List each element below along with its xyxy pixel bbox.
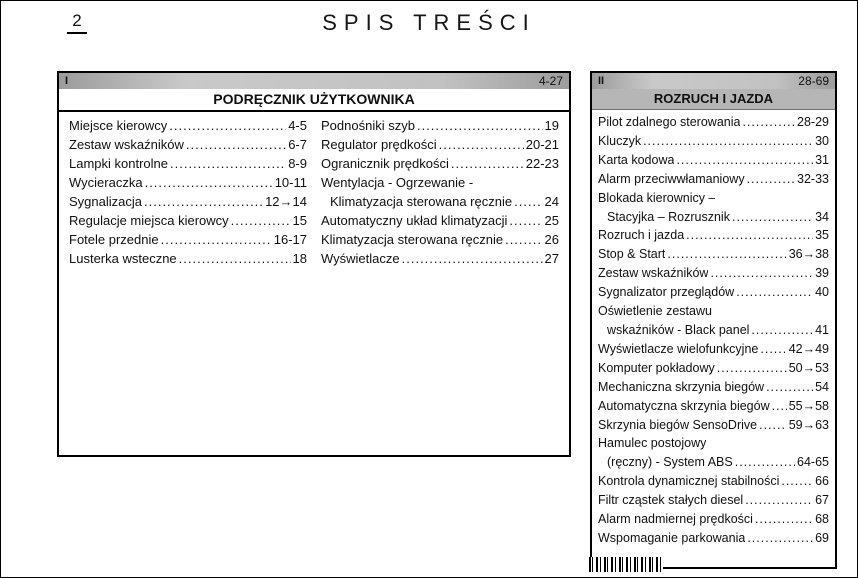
dot-leader — [686, 226, 813, 245]
toc-entry-page: 34 — [815, 209, 829, 224]
toc-entry — [321, 116, 559, 135]
section-ii-numeral: II — [598, 75, 605, 87]
dot-leader — [781, 472, 813, 491]
dot-leader — [145, 173, 273, 192]
toc-entry — [598, 189, 829, 227]
toc-entry-label: Mechaniczna skrzynia biegów — [598, 379, 765, 394]
toc-entry-label: Pilot zdalnego sterowania — [598, 115, 741, 129]
toc-entry-page: 6-7 — [288, 137, 307, 152]
toc-entry-label: Regulacje miejsca kierowcy — [69, 213, 229, 228]
toc-entry — [598, 113, 829, 132]
toc-entry-label: Wyświetlacze wielofunkcyjne — [598, 341, 759, 356]
toc-entry — [598, 170, 829, 189]
toc-entry-page: 15 — [292, 213, 307, 228]
toc-entry-label: Podnośniki szyb — [321, 118, 415, 133]
barcode — [589, 557, 663, 572]
page-number: 2 — [67, 11, 87, 34]
toc-entry — [598, 283, 829, 302]
section-i-columns — [59, 112, 569, 268]
dot-leader — [169, 116, 286, 135]
dot-leader — [745, 491, 813, 510]
section-ii-page-range: 28-69 — [798, 74, 829, 88]
toc-entry-label: Rozruch i jazda — [598, 228, 685, 243]
toc-entry-label: Karta kodowa — [598, 152, 675, 167]
toc-entry-page: 26 — [544, 232, 559, 247]
dot-leader — [772, 397, 787, 416]
dot-leader — [144, 192, 263, 211]
toc-entry-page: 8-9 — [288, 156, 307, 171]
dot-leader — [736, 283, 813, 302]
dot-leader — [505, 230, 542, 249]
dot-leader — [186, 135, 286, 154]
dot-leader — [735, 453, 795, 472]
toc-entry-label: Miejsce kierowcy — [69, 118, 168, 133]
toc-entry-label: Hamulec postojowy — [598, 436, 707, 451]
dot-leader — [747, 529, 813, 548]
dot-leader — [170, 154, 286, 173]
toc-entry-page: 42→49 — [788, 341, 829, 356]
toc-entry-label: Ogranicznik prędkości — [321, 156, 449, 171]
toc-entry — [598, 151, 829, 170]
dot-leader — [747, 170, 795, 189]
toc-entry — [321, 249, 559, 268]
toc-entry — [598, 472, 829, 491]
dot-leader — [161, 230, 272, 249]
toc-entry — [69, 154, 307, 173]
toc-entry-page: 68 — [815, 512, 829, 527]
toc-entry-page: 39 — [815, 266, 829, 281]
toc-entry-page: 69 — [815, 530, 829, 545]
toc-entry-page: 59→63 — [788, 417, 829, 432]
dot-leader — [439, 135, 524, 154]
dot-leader — [755, 510, 813, 529]
toc-entry-page: 54 — [815, 379, 829, 394]
toc-entry-label: Kontrola dynamicznej stabilności — [598, 474, 780, 489]
toc-entry-label: Wycieraczka — [69, 175, 143, 190]
toc-entry-page: 19 — [544, 118, 559, 133]
dot-leader — [451, 154, 524, 173]
toc-entry — [69, 173, 307, 192]
dot-leader — [751, 321, 813, 340]
toc-entry-page: 24 — [544, 194, 559, 209]
toc-entry-label: Wyświetlacze — [321, 251, 400, 266]
toc-entry-page: 64-65 — [797, 455, 829, 470]
dot-leader — [717, 359, 787, 378]
toc-entry — [598, 132, 829, 151]
dot-leader — [760, 340, 786, 359]
section-ii-panel — [590, 71, 837, 569]
toc-entry-page: 20-21 — [525, 137, 559, 152]
toc-entry — [69, 116, 307, 135]
dot-leader — [643, 132, 813, 151]
dot-leader — [710, 264, 813, 283]
toc-entry — [598, 397, 829, 416]
dot-leader — [676, 151, 813, 170]
section-i-right-column — [321, 116, 559, 268]
toc-entry-label: Lusterka wsteczne — [69, 251, 177, 266]
toc-entry-page: 40 — [815, 285, 829, 300]
toc-entry-label: Klimatyzacja sterowana ręcznie — [330, 194, 513, 209]
toc-entry-label: Komputer pokładowy — [598, 360, 715, 375]
dot-leader — [179, 249, 291, 268]
section-i-left-column — [69, 116, 307, 268]
toc-entry-page: 31 — [815, 152, 829, 167]
toc-entry-page: 4-5 — [288, 118, 307, 133]
toc-entry-page: 27 — [544, 251, 559, 266]
toc-entry — [598, 226, 829, 245]
toc-entry-label: (ręczny) - System ABS — [607, 455, 733, 470]
toc-entry — [598, 264, 829, 283]
toc-entry-label: Skrzynia biegów SensoDrive — [598, 417, 758, 432]
toc-entry-label: Automatyczny układ klimatyzacji — [321, 213, 508, 228]
toc-entry-page: 30 — [815, 133, 829, 148]
toc-entry — [69, 230, 307, 249]
dot-leader — [509, 211, 542, 230]
toc-entry — [598, 378, 829, 397]
toc-entry — [598, 359, 829, 378]
toc-entry — [69, 249, 307, 268]
toc-entry — [598, 510, 829, 529]
toc-entry-page: 16-17 — [273, 232, 307, 247]
toc-entry — [321, 154, 559, 173]
toc-entry-label: Klimatyzacja sterowana ręcznie — [321, 232, 504, 247]
toc-entry — [598, 340, 829, 359]
dot-leader — [759, 416, 787, 435]
dot-leader — [402, 249, 543, 268]
section-ii-title: ROZRUCH I JAZDA — [592, 89, 835, 110]
toc-entry-page: 67 — [815, 493, 829, 508]
section-i-header-strip — [59, 73, 569, 89]
toc-entry-page: 25 — [544, 213, 559, 228]
toc-entry — [69, 211, 307, 230]
toc-entry-page: 41 — [815, 322, 829, 337]
toc-entry-label: Wspomaganie parkowania — [598, 530, 746, 545]
toc-entry-label: Automatyczna skrzynia biegów — [598, 398, 770, 413]
toc-entry — [321, 230, 559, 249]
toc-entry-page: 55→58 — [788, 398, 829, 413]
toc-entry-label: Kluczyk — [598, 133, 642, 148]
dot-leader — [732, 208, 813, 227]
toc-entry-page: 18 — [292, 251, 307, 266]
toc-entry — [598, 302, 829, 340]
dot-leader — [417, 116, 543, 135]
toc-entry-label: Blokada kierownicy – — [598, 190, 716, 205]
toc-entry — [321, 173, 559, 211]
toc-entry-label: Alarm przeciwwłamaniowy — [598, 171, 745, 186]
dot-leader — [667, 245, 786, 264]
toc-entry-label: Sygnalizator przeglądów — [598, 285, 735, 300]
section-i-title: PODRĘCZNIK UŻYTKOWNIKA — [59, 89, 569, 112]
toc-entry — [598, 245, 829, 264]
toc-entry-label: Lampki kontrolne — [69, 156, 168, 171]
section-i-page-range: 4-27 — [538, 74, 563, 88]
toc-entry-label: Stop & Start — [598, 247, 666, 262]
page-title: SPIS TREŚCI — [322, 10, 536, 35]
dot-leader — [742, 113, 795, 132]
dot-leader — [766, 378, 813, 397]
toc-entry-page: 66 — [815, 474, 829, 489]
section-i-panel — [57, 71, 571, 457]
toc-entry — [69, 135, 307, 154]
toc-entry-label: Alarm nadmiernej prędkości — [598, 512, 753, 527]
toc-entry-label: Zestaw wskaźników — [69, 137, 184, 152]
toc-entry-page: 35 — [815, 228, 829, 243]
toc-entry-page: 22-23 — [525, 156, 559, 171]
toc-entry-label: Sygnalizacja — [69, 194, 142, 209]
toc-entry-label: Stacyjka – Rozrusznik — [607, 209, 730, 224]
section-ii-entries — [592, 110, 835, 548]
toc-entry-page: 12→14 — [265, 194, 307, 209]
toc-entry — [598, 434, 829, 472]
toc-entry-label: Zestaw wskaźników — [598, 266, 709, 281]
toc-entry — [598, 529, 829, 548]
toc-entry — [321, 135, 559, 154]
toc-entry-page: 28-29 — [797, 115, 829, 129]
dot-leader — [514, 192, 542, 211]
toc-entry — [69, 192, 307, 211]
toc-entry-label: Wentylacja - Ogrzewanie - — [321, 175, 474, 190]
toc-entry-page: 36→38 — [788, 247, 829, 262]
toc-entry — [598, 491, 829, 510]
toc-entry-label: Oświetlenie zestawu — [598, 304, 712, 319]
toc-entry-label: Regulator prędkości — [321, 137, 437, 152]
section-ii-header-strip — [592, 73, 835, 89]
toc-entry-label: wskaźników - Black panel — [607, 322, 750, 337]
toc-entry-page: 50→53 — [788, 360, 829, 375]
toc-entry — [321, 211, 559, 230]
section-i-numeral: I — [65, 75, 69, 87]
toc-entry-page: 32-33 — [797, 171, 829, 186]
dot-leader — [231, 211, 291, 230]
toc-entry — [598, 416, 829, 435]
toc-entry-label: Fotele przednie — [69, 232, 159, 247]
toc-entry-label: Filtr cząstek stałych diesel — [598, 493, 744, 508]
toc-entry-page: 10-11 — [274, 175, 307, 190]
